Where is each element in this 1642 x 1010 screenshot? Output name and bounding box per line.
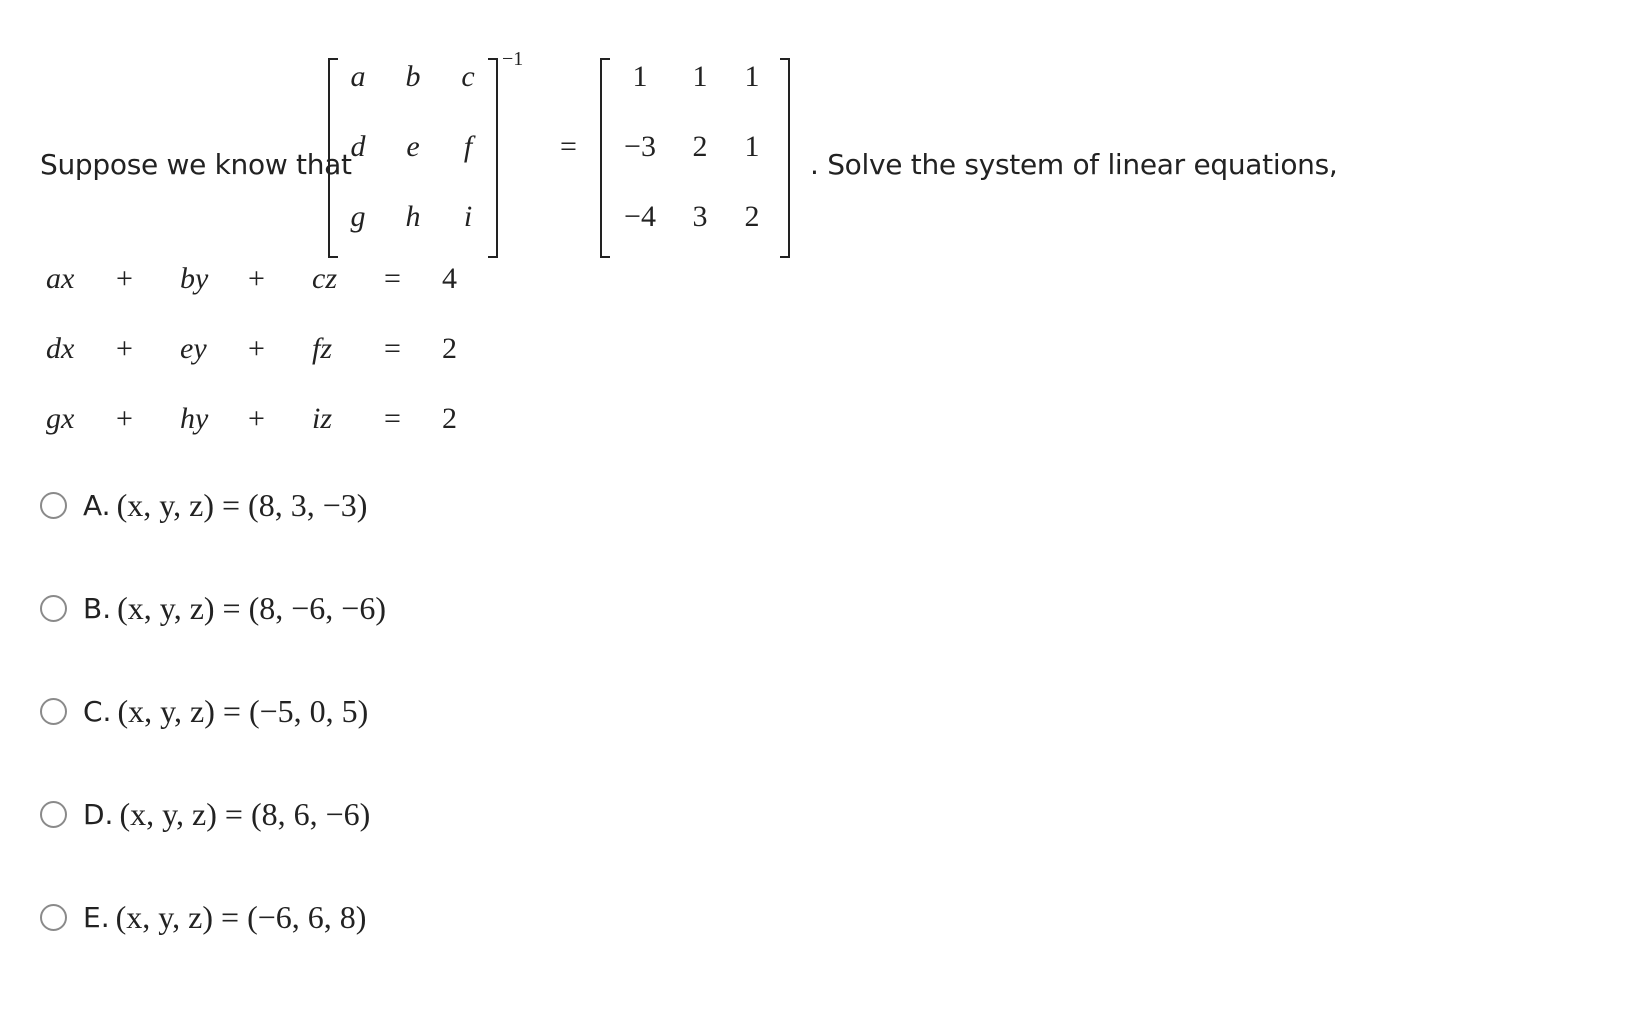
matrix-cell: b: [405, 60, 421, 93]
option-letter: D.: [83, 797, 114, 831]
question-prompt: [40, 20, 1600, 260]
matrix-cell: 1: [744, 130, 760, 163]
equation-term: by: [180, 262, 209, 295]
matrix-cell: 1: [632, 60, 648, 93]
left-matrix: [328, 58, 498, 254]
matrix-cell: g: [350, 200, 366, 233]
option-answer: (x, y, z) = (8, −6, −6): [117, 589, 386, 626]
equation-term: ey: [180, 332, 207, 365]
option-a[interactable]: [40, 480, 740, 530]
prompt-outro-text: . Solve the system of linear equations,: [810, 148, 1338, 181]
equation-equals: =: [384, 262, 401, 295]
option-e[interactable]: [40, 892, 740, 942]
option-answer: (x, y, z) = (−6, 6, 8): [115, 898, 367, 935]
matrix-cell: 2: [692, 130, 708, 163]
radio-button-e[interactable]: [40, 904, 67, 931]
radio-button-d[interactable]: [40, 801, 67, 828]
answer-options: [40, 480, 740, 960]
equation-term: cz: [312, 262, 337, 295]
equation-row-1: [40, 262, 560, 312]
matrix-cell: d: [350, 130, 366, 163]
option-answer: (x, y, z) = (8, 3, −3): [116, 486, 368, 523]
matrix-cell: −3: [624, 130, 656, 163]
equation-operator: +: [116, 332, 133, 365]
equation-operator: +: [116, 262, 133, 295]
matrix-cell: a: [350, 60, 366, 93]
option-d[interactable]: [40, 789, 740, 839]
option-c[interactable]: [40, 686, 740, 736]
matrix-cell: f: [463, 130, 473, 163]
matrix-cell: h: [405, 200, 421, 233]
equation-row-2: [40, 332, 560, 382]
matrix-cell: 1: [744, 60, 760, 93]
equation-term: iz: [312, 402, 333, 435]
prompt-intro-text: Suppose we know that: [40, 148, 352, 181]
matrix-cell: e: [406, 130, 420, 163]
radio-button-b[interactable]: [40, 595, 67, 622]
matrix-cell: i: [463, 200, 473, 233]
right-matrix: [600, 58, 790, 254]
option-b[interactable]: [40, 583, 740, 633]
equation-equals: =: [384, 402, 401, 435]
equation-operator: +: [248, 262, 265, 295]
equation-rhs: 2: [442, 332, 457, 365]
equation-operator: +: [116, 402, 133, 435]
matrix-cell: 2: [744, 200, 760, 233]
radio-button-c[interactable]: [40, 698, 67, 725]
equation-operator: +: [248, 402, 265, 435]
equation-rhs: 2: [442, 402, 457, 435]
equation-system: [40, 262, 560, 492]
equation-row-3: [40, 402, 560, 452]
inverse-superscript: −1: [502, 48, 524, 70]
matrix-cell: −4: [624, 200, 656, 233]
matrix-cell: 1: [692, 60, 708, 93]
radio-button-a[interactable]: [40, 492, 67, 519]
option-answer: (x, y, z) = (−5, 0, 5): [117, 692, 369, 729]
option-letter: E.: [83, 900, 110, 934]
option-letter: C.: [83, 694, 112, 728]
matrix-cell: c: [461, 60, 475, 93]
equation-term: dx: [46, 332, 75, 365]
equation-operator: +: [248, 332, 265, 365]
option-letter: B.: [83, 591, 112, 625]
matrix-equals-sign: =: [560, 130, 577, 163]
matrix-cell: 3: [692, 200, 708, 233]
equation-rhs: 4: [442, 262, 457, 295]
equation-term: fz: [312, 332, 333, 365]
equation-term: ax: [46, 262, 75, 295]
equation-equals: =: [384, 332, 401, 365]
equation-term: hy: [180, 402, 209, 435]
option-answer: (x, y, z) = (8, 6, −6): [119, 795, 371, 832]
equation-term: gx: [46, 402, 75, 435]
option-letter: A.: [83, 488, 111, 522]
right-matrix-left-bracket: [600, 58, 610, 258]
